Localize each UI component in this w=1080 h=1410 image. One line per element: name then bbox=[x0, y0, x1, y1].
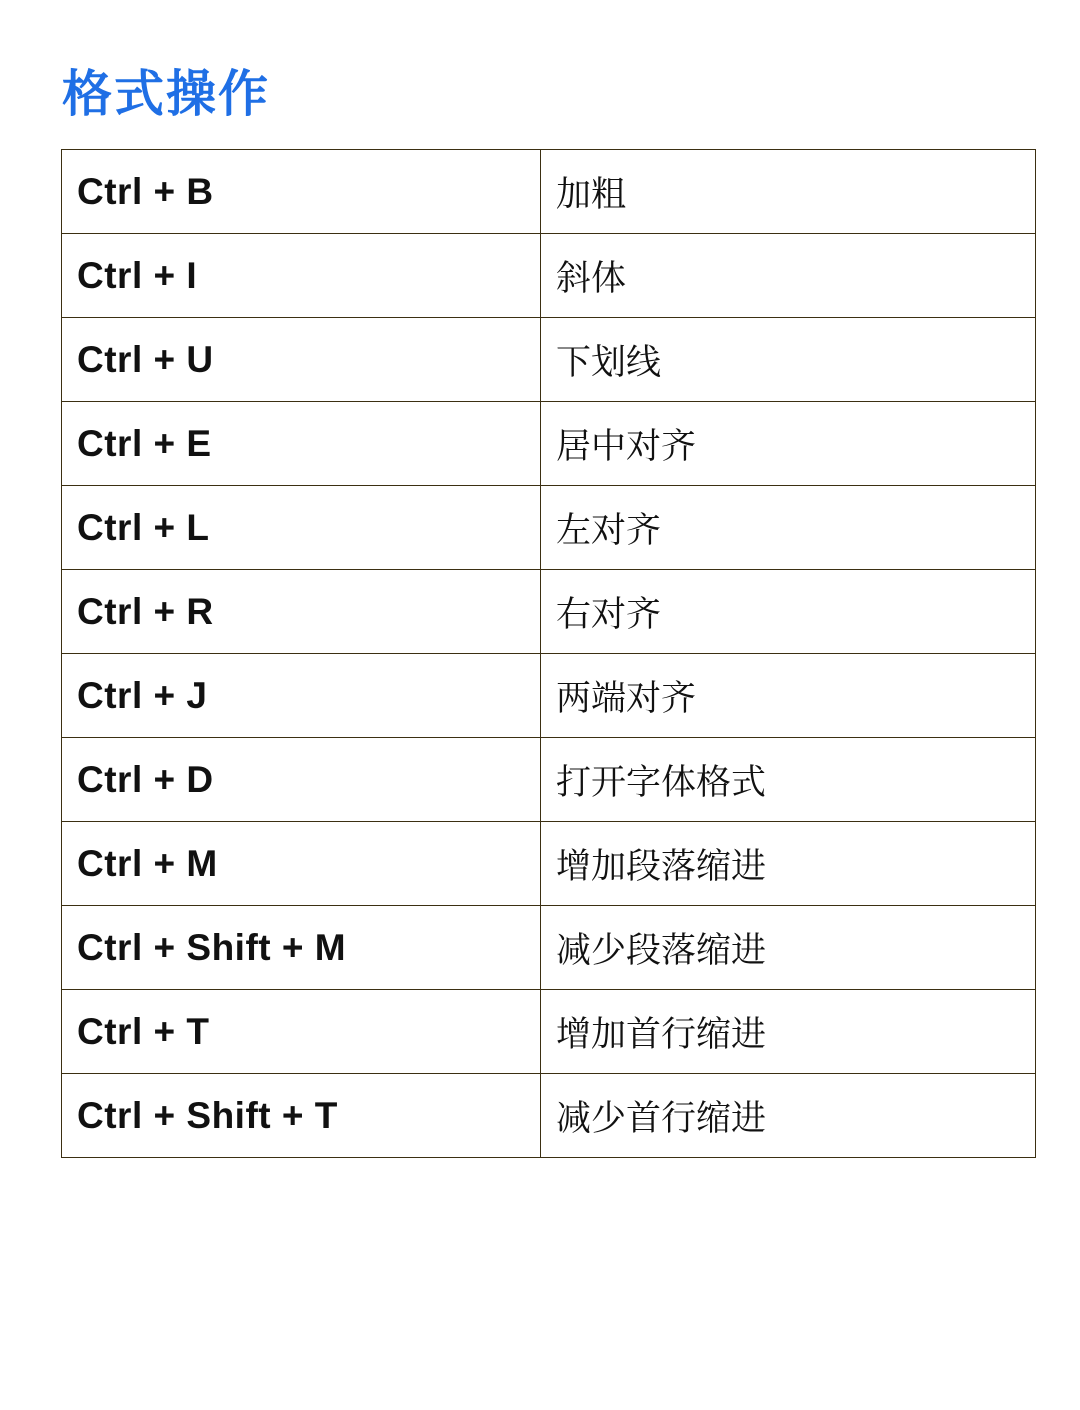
table-row bbox=[62, 1074, 1036, 1158]
table-row bbox=[62, 822, 1036, 906]
table-row bbox=[62, 738, 1036, 822]
table-row bbox=[62, 906, 1036, 990]
shortcut-keys: Ctrl + B bbox=[62, 150, 541, 234]
shortcut-action: 右对齐 bbox=[541, 570, 1036, 654]
shortcut-action: 增加段落缩进 bbox=[541, 822, 1036, 906]
shortcut-action: 左对齐 bbox=[541, 486, 1036, 570]
shortcut-action: 下划线 bbox=[541, 318, 1036, 402]
shortcut-table-body bbox=[62, 150, 1036, 1158]
shortcut-keys: Ctrl + M bbox=[62, 822, 541, 906]
table-row bbox=[62, 318, 1036, 402]
shortcut-keys: Ctrl + Shift + T bbox=[62, 1074, 541, 1158]
shortcut-keys: Ctrl + J bbox=[62, 654, 541, 738]
shortcut-keys: Ctrl + E bbox=[62, 402, 541, 486]
shortcut-keys: Ctrl + R bbox=[62, 570, 541, 654]
shortcut-action: 减少段落缩进 bbox=[541, 906, 1036, 990]
shortcut-action: 加粗 bbox=[541, 150, 1036, 234]
shortcut-keys: Ctrl + D bbox=[62, 738, 541, 822]
table-row bbox=[62, 150, 1036, 234]
shortcut-action: 减少首行缩进 bbox=[541, 1074, 1036, 1158]
shortcut-action: 两端对齐 bbox=[541, 654, 1036, 738]
table-row bbox=[62, 654, 1036, 738]
page-title: 格式操作 bbox=[62, 65, 270, 123]
shortcut-keys: Ctrl + Shift + M bbox=[62, 906, 541, 990]
shortcut-action: 打开字体格式 bbox=[541, 738, 1036, 822]
shortcut-keys: Ctrl + I bbox=[62, 234, 541, 318]
shortcut-keys: Ctrl + U bbox=[62, 318, 541, 402]
table-row bbox=[62, 990, 1036, 1074]
shortcut-table bbox=[61, 149, 1036, 1158]
shortcut-action: 居中对齐 bbox=[541, 402, 1036, 486]
shortcut-keys: Ctrl + L bbox=[62, 486, 541, 570]
table-row bbox=[62, 570, 1036, 654]
shortcut-action: 增加首行缩进 bbox=[541, 990, 1036, 1074]
table-row bbox=[62, 486, 1036, 570]
table-row bbox=[62, 402, 1036, 486]
shortcut-action: 斜体 bbox=[541, 234, 1036, 318]
shortcut-keys: Ctrl + T bbox=[62, 990, 541, 1074]
table-row bbox=[62, 234, 1036, 318]
